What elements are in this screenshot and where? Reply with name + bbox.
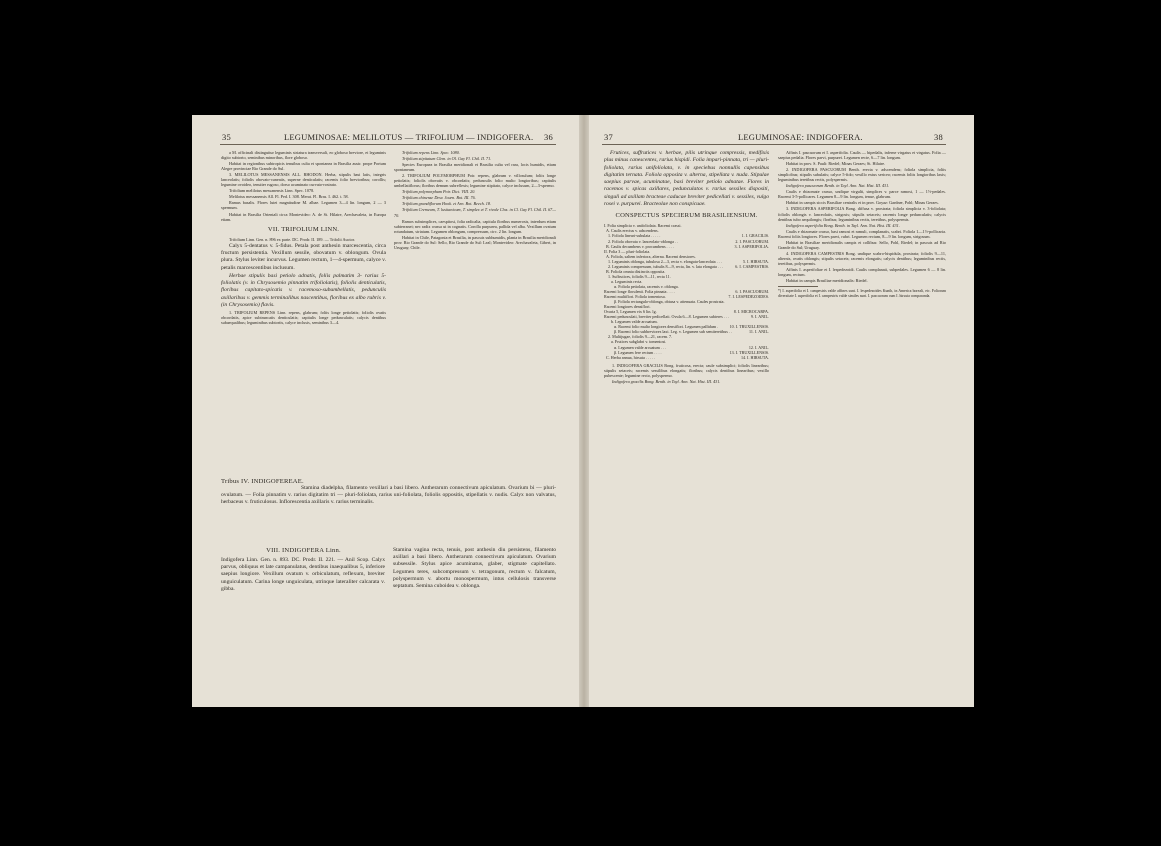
key-row-species: 8. I. MICROCARPA. — [733, 309, 769, 315]
habitat: Habitat in prov. S. Pauli: Riedel; Minas Geraes; St. Hilaire. — [786, 161, 886, 167]
key-row-text: A. Caulis erectus v. adscendens. — [606, 228, 659, 234]
description: Ramos subsimplices, caespitosi, folia radicalia, capitula floribus numerosis, interdum etiam subterranei; nec radix crassa ut in cognatis. Corolla purpurea, pallida vel alba. Vexillum ovatum rotundatum, striatum. Legumen oblongum, compressum, circ. 2 lin. longum. — [394, 218, 556, 234]
right-running-head: LEGUMINOSAE: INDIGOFERA. — [738, 132, 863, 142]
genus-habit: Frutices, suffrutices v. herbae, pilis utrinque compressis, medifixis plus minus canescentes, rarius hispidi. Folia impari-pinnata, tri — pluri-foliolata, rarius unifoliolata, v. in speciebus nonnullis capensibus digitatim ternata. Foliola opposita v. alterna, stipellata v. nuda. Stipulae saepius parvae, acuminatae, basi breviter petiolo adnatae. Flores in racemos v. spicas axillares, pedunculatos v. rarius sessiles dispositi, singuli ad axillam bracteae caducae breviter pedicellati v. sessiles, vulgo rosei v. purpurei. Bracteolae non conspicuae. — [604, 150, 769, 208]
right-running-header — [588, 132, 974, 144]
species-heading: 1. TRIFOLIUM REPENS Linn. repens, glabrum; foliis longe petiolatis; foliolis ovatis obcordatis, apice subtruncatis denticulatis; capitulis longe pedunculatis; calycis dentibus subaequalibus; leguminibus subtortis, calyce inclusis, seminibus 3—4. — [221, 310, 386, 326]
genus-description-right: Stamina vagina recta, tenuis, post anthesin diu persistens, filamento axillari a basi libero. Antherarum connectivum apiculatum. Ovarium subsessile. Stylus apice acuminatus, glaber, stigmate capitellato. Legumen teres, subcompressum v. tetragonum, rectum v. falcatum, polyspermum v. abortu monospermum, intus cellulosis transverse septatum. Semina cuboidea v. oblonga. — [393, 547, 556, 590]
habitat: Habitat in campis siccis Brasiliae centralis et in prov. Goyaz: Gardner, Pohl; Minas Geraes. — [786, 200, 939, 206]
paragraph: Habitat in regionibus subtropicis tenuibus culta et spontanea in Brasilia austr. prope Portum Alegre provinciae Rio Grande do Sul. — [221, 161, 386, 172]
footnote: *) I. asperifolia et I. campestris valde affines sunt. I. lespedezoides Kunth, in America boreali, etc. Foliorum diversitate I. asperifolia et I. campestris valde similes sunt. I. pascuorum cum I. hirsuta comparanda. — [778, 289, 946, 298]
key-row-text: B. Caulis decumbens v. procumbens . . . . — [606, 243, 674, 249]
genus-citation: Trifolium Linn. Gen. n. 896 ex parte. DC. Prodr. II. 189. — Trifolii Auctor. — [229, 236, 355, 242]
key-row — [604, 355, 769, 360]
habitat: Habitat in Chile, Patagonia et Brasilia, in pascuis subhumidis, planta in Brasilia meridionali prov. Rio Grande do Sul: Sello, Rio Grande do Sul: Leal; Montevideo: Arechavaleta, Gibert, in Uruguay, Chile. — [394, 234, 556, 250]
synonym: Indigofera gracilis Bong. Benth. in Tayl. Ann. Nat. Hist. III. 431. — [612, 378, 721, 384]
genus-description-left: Indigofera Linn. Gen. n. 893. DC. Prodr. II. 221. — Anil Scop. Calyx parvus, obliquus et late campanulatus, dentibus inaequalibus 5, inferiore saepius longiore. Vexillum ovatum v. orbiculatum, reflexum, breviter unguiculatum. Carina longe unguiculata, utrinque lateraliter calcarata v. gibba. — [221, 557, 385, 592]
left-column-2 — [394, 150, 556, 435]
species-heading: 2. TRIFOLIUM POLYMORPHUM Poir. repens, glabrum v. villosulum; foliis longe petiolatis; foliolis obovatis v. obcordatis; pedunculis folio multo longioribus; capitulis umbellatiflorus; floribus demum subreflexis; legumine stipitato, calyce inclusum, 2—3-spermo. — [394, 173, 556, 189]
paragraph: Ramus basalis. Flores lutei magnitudine M. albae. Legumen 3—4 lin. longum, 2 — 3 spermum. — [221, 200, 386, 211]
key-row-text: 1. Foliola lineari-subulata . . . . . — [608, 233, 661, 239]
key-row-text: 1. Suffrutices, foliolis 9—11, recta 11. — [608, 273, 671, 279]
description: Caulis e rhizomate crasso, basi ramosi et ramuli, complanatis, scabri. Foliola 1—1½-pollicaria. Racemi foliis longiores. Flores parvi, rubri. Legumen rectum, 8—9 lin. longum, strigosum. — [778, 228, 946, 239]
synonym: Trifolium melilotus messanensis Linn. Spec. 1078. — [229, 188, 315, 194]
key-row-text: a. Leguminis recta. — [611, 278, 643, 284]
key-row-text: Racemi pedunculati, breviter pedicellati. Ovula 6—8. Legumen subteres . . . — [604, 314, 729, 320]
right-page-number-b: 38 — [934, 132, 943, 142]
book-spread — [192, 115, 974, 707]
species-heading: 3. INDIGOFERA ASPERIFOLIA Bong. diffusa v. prostrata; foliola simplicia v. 3-foliolata; foliolis oblongis v. lanceolatis, strigosis; stipulis setaceis; racemis longe pedunculatis; calycis dentibus tubo aequilongis; floribus; leguminibus rectis, teretibus, polyspermis. — [778, 206, 946, 222]
key-row-text: II. Folia 3 — pluri-foliolata. — [604, 248, 651, 254]
tribe-heading: Tribus IV. INDIGOFEREAE. — [221, 478, 304, 485]
left-running-header — [192, 132, 582, 144]
habitat: Habitat in Brasilia Orientali circa Montevideo: A. de St. Hilaire, Arechavaleta, in Europa etiam. — [221, 211, 386, 222]
species-heading: 1. INDIGOFERA GRACILIS Bong. fruticosa, erecta; caule subsimplici; foliolis linearibus; stipulis setaceis; racemis sessilibus elongatis; floribus; calycis dentibus linearibus; vexillo pubescente; legumine recto, polyspermo. — [604, 362, 769, 378]
left-running-head: LEGUMINOSAE: MELILOTUS — TRIFOLIUM — INDIGOFERA. — [284, 132, 534, 142]
key-row-species: 6. I. PASCUORUM. — [735, 288, 769, 294]
key-row-text: α. Foliola petiolata, racemis v. oblonga. — [614, 283, 679, 289]
paragraph: Affinis I. pascuorum et I. asperifolia. Caulis — bipedalis, inferne virgatus et virgatus. Folia — saepius pedalia. Flores parvi, purpurei. Legumen recte, 6—7 lin. longum. — [778, 150, 946, 161]
key-row-text: Ovaria 5, Legumen vix 6 lin. lg. — [604, 309, 657, 315]
species-heading: 2. INDIGOFERA PASCUORUM Benth. erecta v. adscendens; foliola simplicia, foliis simplicibus; stipulis subulatis; calyce 5-fido; vexillo extus sericeo; racemis foliis longioribus laxis; leguminibus teretibus rectis, polyspermis. — [778, 167, 946, 183]
key-row-text: 2. Multijugae, foliolis 9—21, racem. 7. — [608, 334, 673, 340]
left-column-1 — [221, 150, 386, 470]
synonym: Indigofera asperifolia Bong. Benth. in Tayl. Ann. Nat. Hist. III. 431. — [786, 222, 900, 228]
key-row-text: 2. Foliola obovata v. lanceolato-oblonga . . — [608, 238, 678, 244]
synonym: Trifolium repens Linn. Spec. 1080. — [402, 150, 460, 155]
genus-habit: Herbae stipulis basi petiolo adnatis, foliis palmatim 3- rarius 5-foliolatis (v. in Chrysosemio pinnatim trifoliolatis), foliolis denticulatis, floribus capitato-spicatis v. racemoso-subumbellatis, pedunculis axillaribus v. gemmis terminalibus nascentibus, floribus ex albo rubris v. (in Chrysosemio) flavis. — [221, 272, 386, 309]
species-heading: 3. MELILOTUS MESSANENSIS ALL. RHODON. Herba, stipulis basi latis, integris lanceolatis; foliolis obovato-cuneatis, superne denticulatis; racemis folio brevioribus; corollis; legumine ovoideo, tenuiter rugoso, dorso acuminato curvato-rostrato. — [221, 172, 386, 188]
key-row-text: a. Frutices subglabri v. tomentosi. — [611, 339, 667, 345]
species-key — [604, 223, 769, 359]
synonym: Trifolium chinense Desv. Journ. Bot. III. 76. — [402, 195, 476, 201]
key-row-species: 1. I. GRACILIS. — [741, 233, 769, 239]
key-row-text: Racemi longe florulenti. Folia pinnata . . . . — [604, 288, 675, 294]
right-column-1 — [604, 150, 769, 670]
left-header-rule — [220, 144, 556, 145]
conspectus-heading: CONSPECTUS SPECIERUM BRASILIENSIUM. — [615, 212, 758, 220]
habitat: Habitat in campis Brasiliae meridionalis: Riedel. — [786, 278, 868, 284]
key-row-species: 5. I. HIRSUTA. — [743, 258, 769, 264]
synonym: Trifolium stipitatum Clem. in Ol. Gay Fl. Chil. II. 71. — [402, 156, 492, 162]
key-row-species: 13. I. TRUXILLENSIS. — [729, 349, 769, 355]
footnote-rule — [778, 286, 818, 287]
key-row-species: 10. I. TRUXILLENSIS. — [729, 324, 769, 330]
description: Caulis e rhizomate crasso, undique virgulti, simplices v. parce ramosi, 1 — 1½-pedales. Racemi 3-5-pollicares. Legumen 8—9 lin. longum, tenue, glabrum. — [778, 189, 946, 200]
left-page-number-b: 36 — [544, 132, 553, 142]
paragraph: Species Europaea in Brasilia meridionali et Brasilia culta vel rara, locis humidis, etiam spontaneum. — [394, 162, 556, 173]
synonym: Melilotus messanensis All. Fl. Ped. I. 308. Merat. Fl. Bras. I. 462. t. 58. — [229, 194, 349, 200]
key-row-species: 11. I. ANIL. — [749, 329, 769, 335]
key-row-text: B. Foliola omnia distinctis opposita. — [606, 268, 666, 274]
left-page-number-a: 35 — [222, 132, 231, 142]
tribe-description: Stamina diadelpha, filamento vexillari a basi libero. Antherarum connectivum apiculatum. Ovarium bi — pluri-ovulatum. — Folia pinnatim v. rarius digitatim tri — pluri-foliolata, rarius uni-foliolata, foliolis oppositis, stipellatis v. nudis. Calyx non valvatus, herbaceus v. fruticulosus. Inflorescentia axillaris v. rarius terminalis. — [221, 485, 556, 506]
right-page — [588, 115, 974, 707]
key-row-text: C. Herba annua, hirsuta . . . . . — [606, 354, 655, 360]
key-row-species: 14. I. HIRSUTA. — [741, 354, 769, 360]
key-row-text: α. Legumen valde arcuatum . . . — [614, 344, 666, 350]
key-row-species: 7. I. LESPEDEZOIDES. — [728, 294, 769, 300]
synonym: Trifolium grandiflorum Hook. et Arn. Bot. Beech. 18. — [402, 201, 492, 207]
right-column-2 — [778, 150, 946, 690]
key-row-species: 6. I. CAMPESTRIS. — [735, 263, 769, 269]
key-row-text: I. Folia simplicia v. unifoliolata. Racemi crassi. — [604, 223, 682, 229]
synonym: Trifolium polymorphum Poir. Dict. VIII. 20. — [402, 189, 476, 195]
right-header-rule — [602, 144, 946, 145]
key-row-text: β. Foliola rectangulo-oblonga, obtusa v. attenuata. Caules prostrata. — [614, 299, 725, 305]
key-row-text: α. Racemi folio multo longiores densiflori. Legumen pallidum . — [614, 324, 719, 330]
key-row-text: β. Legumen fere rectum . . . . — [614, 349, 662, 355]
key-row-species: 3. I. ASPERIFOLIA. — [734, 243, 769, 249]
key-row-text: Racemi multiflori. Foliola tomentosa. — [604, 294, 666, 300]
synonym: Indigofera pascuorum Benth. in Tayl. Ann. Nat. Hist. III. 431. — [786, 183, 890, 189]
key-row-species: 9. I. ANIL. — [750, 314, 769, 320]
key-row-species: 2. I. PASCUORUM. — [735, 238, 769, 244]
key-row-text: A. Foliola, saltem inferiora, alterna. Racemi densiores. — [606, 253, 696, 259]
genus-heading-trifolium: VII. TRIFOLIUM LINN. — [267, 225, 340, 233]
key-row-species: 12. I. ANIL. — [748, 344, 769, 350]
synonym: Trifolium Cremeum, T. lusitanicum, T. simplex et T. rivale Clos. in Cl. Gay Fl. Chil. II. 67—70. — [394, 207, 556, 218]
genus-heading-indigofera: VIII. INDIGOFERA Linn. — [266, 547, 341, 554]
species-heading: 4. INDIGOFERA CAMPESTRIS Bong. undique scabro-hispidula, prostrata; foliolis 9—11, alternis, ovatis oblongis; stipulis setaceis; racemis elongatis; calycis dentibus; leguminibus rectis, teretibus, polyspermis. — [778, 250, 946, 266]
right-page-number-a: 37 — [604, 132, 613, 142]
habitat: Habitat in Brasiliae meridionalis campis et collibus: Sello, Pohl, Riedel; in pascuis ad Rio Grande do Sul; Uruguay. — [778, 239, 946, 250]
key-row-text: Racemi longiores densiflori. — [604, 304, 651, 310]
key-row-text: β. Racemi folio subbreviores laxi. Leg. v. Legumen sub semiteretibus . . — [614, 329, 732, 335]
left-page — [192, 115, 582, 707]
genus-description: Calyx 5-dentatus v. 5-fidus. Petala post anthesin marcescentia, circa fructum persistentia. Vexillum sessile, obovatum v. oblongum. Ovula plura. Stylus leviter incurvus. Legumen rectum, 1—4-spermum, calyce v. petalis marcescentibus inclusum. — [221, 242, 386, 271]
description: Affinis I. asperifoliae et I. lespedezoidi. Caulis complanati, subpedales. Legumen 6 — 8 lin. longum, rectum. — [778, 266, 946, 278]
key-row-text: 1. Leguminis oblonga, tubulosa 2—3, recta v. elongata-lanceolata . . . — [608, 258, 722, 264]
key-row-text: 2. Leguminis compressum, tubulis 8—9, recta, lin. v. lata elongata . . . — [608, 263, 723, 269]
paragraph: a M. officinali distinguitur leguminis striatura transversali, eo globoso breviore, et leguminis digito subtorto, seminibus minoribus, flore globoso. — [221, 150, 386, 161]
key-row-text: b. Legumen valde arcuatum. — [611, 319, 658, 325]
